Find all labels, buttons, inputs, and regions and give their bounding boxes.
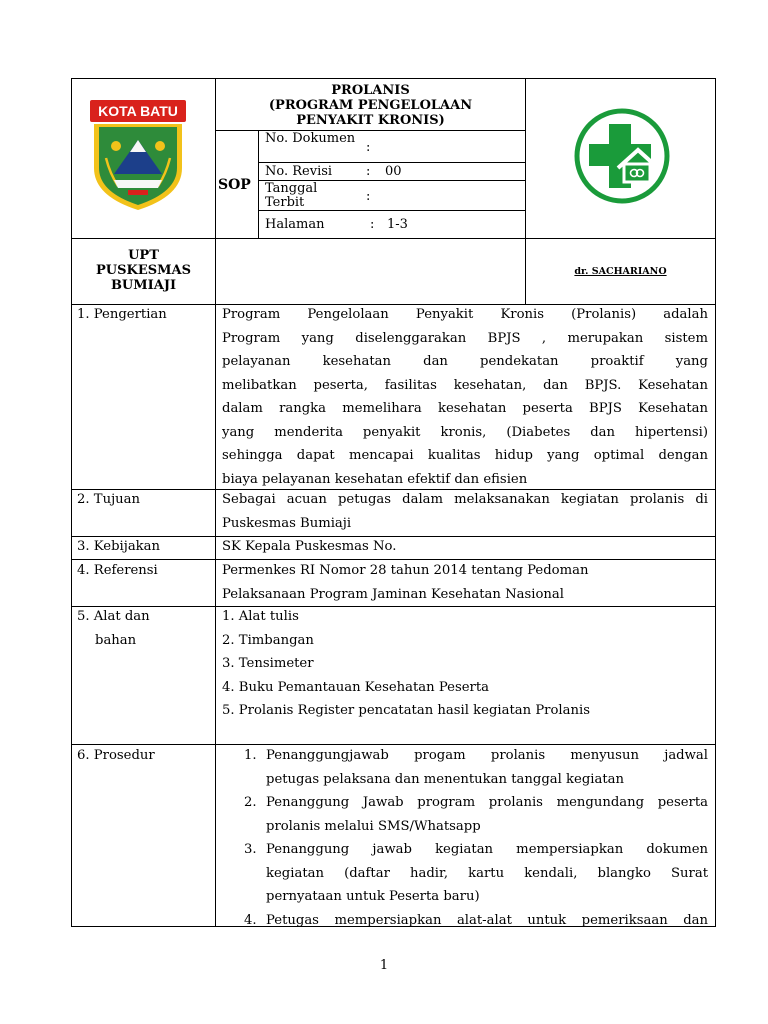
section-content-alat-bahan [222,605,708,723]
puskesmas-logo [572,106,672,206]
meta-tanggal-terbit-sep: : [366,189,371,204]
section-label-alat-bahan [77,605,150,652]
prosedur-item-line: Penanggung Jawab program prolanis mengundang peserta [266,795,708,810]
prosedur-item-number: 2. [244,795,257,810]
org-name [72,248,215,293]
prosedur-item-line: Petugas mempersiapkan alat-alat untuk pemeriksaan dan [266,912,708,928]
alat-label-line-1: 5. Alat dan [77,609,150,624]
prosedur-item [222,744,708,791]
kota-batu-logo [88,96,188,212]
alat-item: 1. Alat tulis [222,609,299,624]
alat-item: 4. Buku Pemantauan Kesehatan Peserta [222,679,489,695]
section-label-prosedur: 6. Prosedur [77,748,155,763]
meta-no-revisi-value: 00 [385,164,402,179]
prosedur-item [222,838,708,909]
prosedur-item-line: Penanggungjawab progam prolanis menyusun jadwal [266,748,708,763]
org-line-3: BUMIAJI [110,278,177,293]
section-content-referensi [222,559,708,606]
prosedur-item-number: 4. [244,912,257,928]
alat-item: 2. Timbangan [222,632,314,648]
document-title [216,83,525,128]
org-line-1: UPT [128,248,159,263]
meta-no-revisi-label: No. Revisi [265,164,333,179]
section-content-kebijakan: SK Kepala Puskesmas No. [222,539,397,554]
tujuan-line-1: Sebagai acuan petugas dalam melaksanakan kegiatan prolanis di [222,492,708,507]
section-content-tujuan [222,488,708,535]
meta-no-dokumen-sep: : [366,140,371,155]
prosedur-item-number: 3. [244,842,257,857]
referensi-line-1: Permenkes RI Nomor 28 tahun 2014 tentang Pedoman [222,563,589,578]
pengertian-line-6: yang menderita penyakit kronis, (Diabetes dan hipertensi) [222,424,708,440]
section-label-kebijakan: 3. Kebijakan [77,539,161,554]
page-number: 1 [379,958,389,973]
prosedur-list [222,744,708,932]
prosedur-item-number: 1. [244,748,257,763]
title-line-1: PROLANIS [331,83,410,98]
prosedur-item [222,909,708,933]
signatory-name: dr. SACHARIANO [574,266,667,277]
pengertian-line-2: Program yang diselenggarakan BPJS , merupakan sistem [222,330,708,346]
section-content-prosedur [222,744,708,932]
meta-halaman-label: Halaman [265,217,325,232]
pengertian-line-7: sehingga dapat mencapai kualitas hidup yang optimal dengan [222,448,708,463]
section-label-pengertian: 1. Pengertian [77,307,167,322]
org-line-2: PUSKESMAS [96,263,191,278]
meta-tanggal-terbit-label: Tanggal Terbit [265,181,318,210]
prosedur-item-line: pernyataan untuk Peserta baru) [266,889,480,904]
meta-halaman-value: 1-3 [387,217,408,232]
sop-label: SOP [218,177,251,193]
prosedur-item-line: kegiatan (daftar hadir, kartu kendali, blangko Surat [266,865,708,881]
meta-no-dokumen-label: No. Dokumen [265,131,356,146]
pengertian-line-5: dalam rangka memelihara kesehatan peserta BPJS Kesehatan [222,401,708,416]
tujuan-line-2: Puskesmas Bumiaji [222,515,352,531]
pengertian-line-3: pelayanan kesehatan dan pendekatan proaktif yang [222,354,708,369]
meta-no-revisi-sep: : [366,164,371,179]
prosedur-item [222,791,708,838]
title-line-3: PENYAKIT KRONIS) [296,113,445,128]
pengertian-line-8: biaya pelayanan kesehatan efektif dan efisien [222,471,528,487]
section-content-pengertian [222,303,708,491]
prosedur-item-line: Penanggung jawab kegiatan mempersiapkan dokumen [266,842,708,857]
logo-text: KOTA BATU [98,103,178,119]
alat-item: 3. Tensimeter [222,656,314,671]
section-label-referensi: 4. Referensi [77,563,158,578]
pengertian-line-4: melibatkan peserta, fasilitas kesehatan, dan BPJS. Kesehatan [222,377,708,393]
meta-halaman-sep: : [370,217,375,232]
alat-label-line-2: bahan [95,632,137,648]
section-label-tujuan: 2. Tujuan [77,492,141,507]
prosedur-item-line: prolanis melalui SMS/Whatsapp [266,818,481,834]
referensi-line-2: Pelaksanaan Program Jaminan Kesehatan Nasional [222,586,564,602]
prosedur-item-line: petugas pelaksana dan menentukan tanggal kegiatan [266,771,625,787]
title-line-2: (PROGRAM PENGELOLAAN [268,98,473,113]
alat-item: 5. Prolanis Register pencatatan hasil kegiatan Prolanis [222,703,590,718]
pengertian-line-1: Program Pengelolaan Penyakit Kronis (Prolanis) adalah [222,307,708,322]
